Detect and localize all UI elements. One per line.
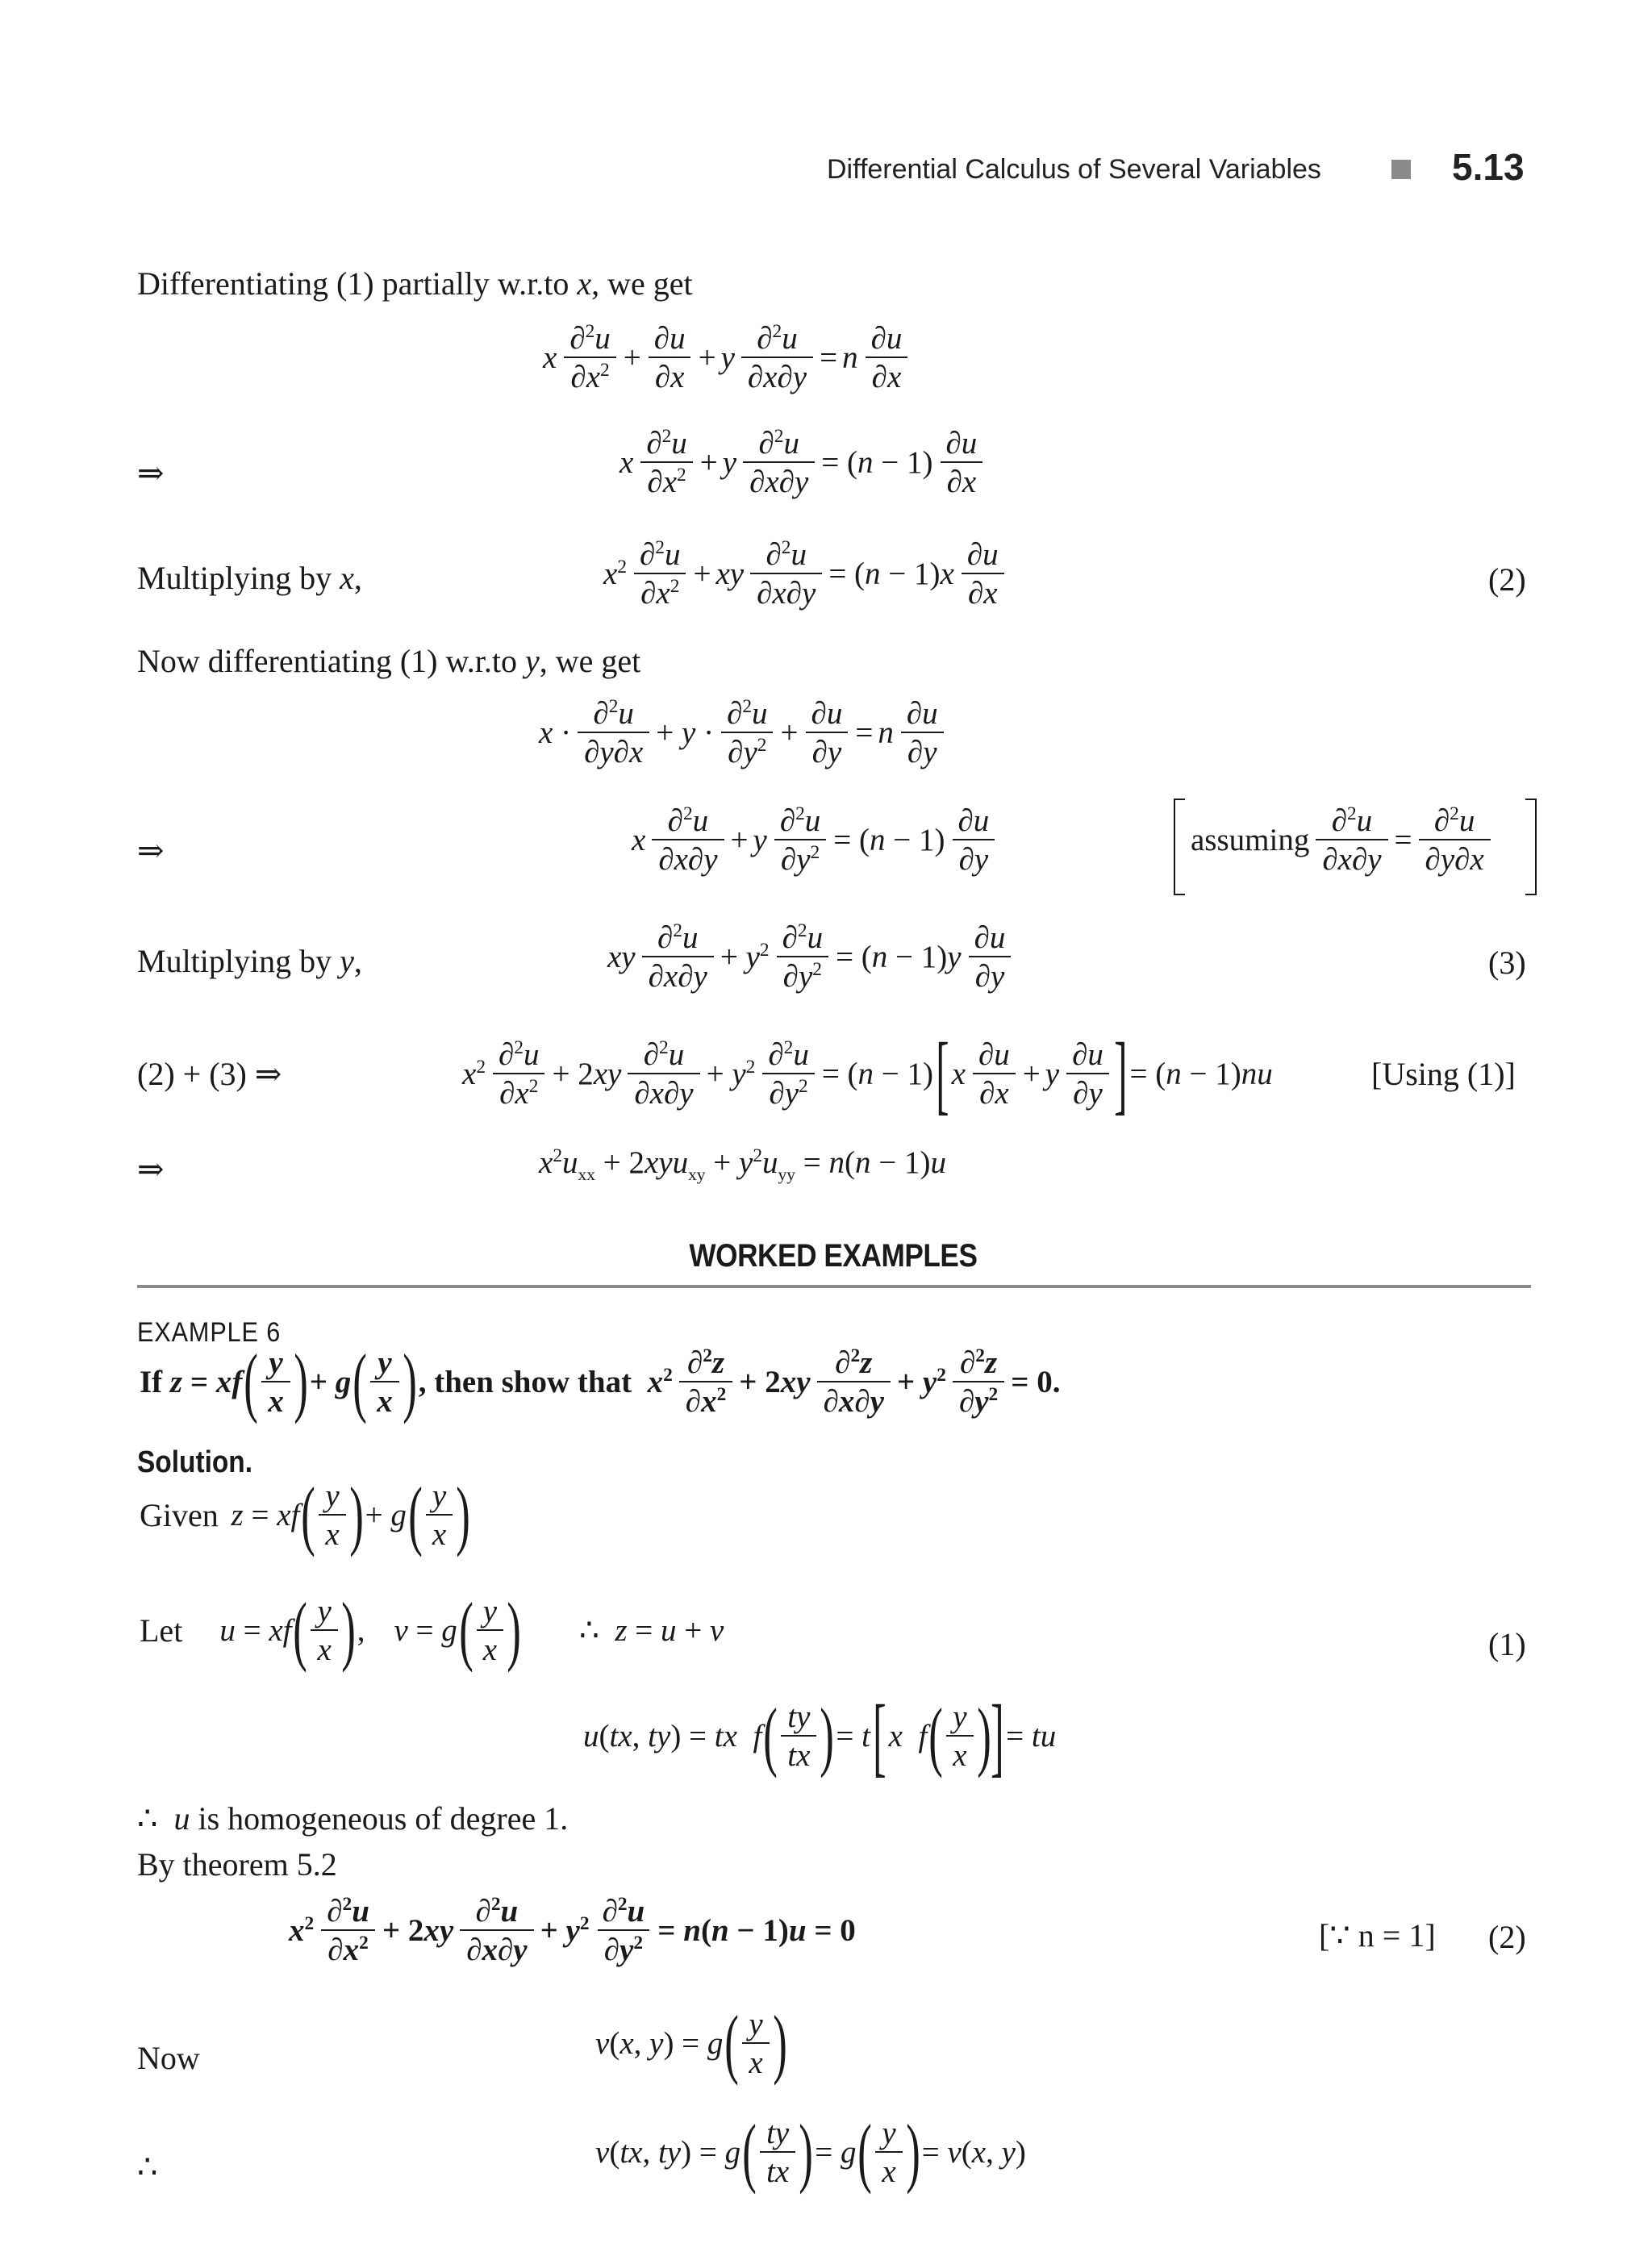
equation-result: $x^2u_{xx} + 2xyu_{xy} + y^2u_{yy} = n(n - 1)u$ — [539, 1145, 946, 1184]
let-line: Let u = xf ( $\frac{y}{x}$ ) , v = g ( $\frac{y}{x}$ ) ∴ z = u + v — [137, 1595, 726, 1666]
text-sum-label: (2) + (3) ⇒ — [137, 1056, 282, 1092]
equation-diff-y-2: x $\frac{\partial^2u}{\partial x\partial y}$ + y $\frac{\partial^2u}{\partial y^2}$ = (n − 1) $\frac{\partial u}{\partial y}$ — [629, 805, 999, 875]
running-title: Differential Calculus of Several Variables — [827, 154, 1321, 185]
text-now: Now — [137, 2040, 200, 2076]
since-n-equals-1: [∵ n = 1] — [1319, 1917, 1436, 1954]
let-label: Let — [140, 1612, 183, 1649]
section-rule — [137, 1285, 1531, 1288]
equation-mult-x: $x^2$ $\frac{\partial^2u}{\partial x^2}$ + xy $\frac{\partial^2u}{\partial x\partial y}$ = (n − 1)x $\frac{\partial u}{\partial x}$ — [601, 539, 1009, 609]
text-mult-y: Multiplying by y, — [137, 943, 362, 979]
solution-label: Solution. — [137, 1445, 253, 1479]
equation-v: v(x, y) = g ( $\frac{y}{x}$ ) — [595, 2000, 787, 2087]
using-1-note: [Using (1)] — [1371, 1056, 1516, 1092]
assumption-note: assuming $\frac{\partial^2u}{\partial x\partial y}$ = $\frac{\partial^2u}{\partial y\partial x}$ — [1174, 799, 1537, 894]
equation-v-homogeneous: v(tx, ty) = g ( $\frac{ty}{tx}$ ) = g ( $\frac{y}{x}$ ) = v(x, y) — [595, 2108, 1026, 2196]
equation-number-3: (3) — [1488, 945, 1526, 981]
equation-sum: $x^2$ $\frac{\partial^2u}{\partial x^2}$ + 2xy $\frac{\partial^2u}{\partial x\partial y}$ + $y^2$ $\frac{\partial^2u}{\partial y^2}$ = (n − 1) [ x $\frac{\partial u}{\partial x}$ + y $\frac{\partial u}{\partial y}$ ] = (n − 1)nu — [462, 1024, 1273, 1123]
text-by-theorem: By theorem 5.2 — [137, 1846, 337, 1883]
text-diff-y: Now differentiating (1) w.r.to y, we get — [137, 643, 641, 679]
assuming-label: assuming — [1191, 823, 1310, 857]
equation-u-homogeneous: u(tx, ty) = tx f ( $\frac{ty}{tx}$ ) = t [ x f ( $\frac{y}{x}$ ) ] = tu — [583, 1687, 1057, 1785]
equation-theorem: $x^2$ $\frac{\partial^2u}{\partial x^2}$ + 2xy $\frac{\partial^2u}{\partial x\partial y}$ + $y^2$ $\frac{\partial^2u}{\partial y^2}$ = n(n − 1)u = 0 — [289, 1894, 856, 1967]
implies-symbol: ⇒ — [137, 455, 165, 491]
section-title: WORKED EXAMPLES — [689, 1238, 978, 1274]
text-diff-x: Differentiating (1) partially w.r.to x, we get — [137, 265, 693, 302]
equation-mult-y: xy $\frac{\partial^2u}{\partial x\partial y}$ + $y^2$ $\frac{\partial^2u}{\partial y^2}$ = (n − 1)y $\frac{\partial u}{\partial y}$ — [605, 922, 1016, 992]
equation-number-1: (1) — [1488, 1626, 1526, 1662]
given-label: Given — [140, 1496, 219, 1533]
implies-symbol-3: ⇒ — [137, 1151, 165, 1187]
text-homogeneous: ∴ u is homogeneous of degree 1. — [137, 1800, 569, 1837]
header-square-icon — [1391, 160, 1411, 179]
equation-number-2b: (2) — [1488, 1919, 1526, 1955]
equation-diff-x-1: x $\frac{\partial^2u}{\partial x^2}$ + $\frac{\partial u}{\partial x}$ + y $\frac{\partial^2u}{\partial x\partial y}$ = n $\frac{\partial u}{\partial x}$ — [540, 323, 912, 393]
implies-symbol-2: ⇒ — [137, 832, 165, 869]
text-mult-x: Multiplying by x, — [137, 560, 362, 596]
equation-diff-x-2: x $\frac{\partial^2u}{\partial x^2}$ + y $\frac{\partial^2u}{\partial x\partial y}$ = (n − 1) $\frac{\partial u}{\partial x}$ — [617, 427, 987, 498]
example-label: EXAMPLE 6 — [137, 1317, 282, 1348]
equation-number-2: (2) — [1488, 561, 1526, 598]
page-number: 5.13 — [1452, 146, 1525, 188]
given-line: Given z = xf ( $\frac{y}{x}$ ) + g ( $\frac{y}{x}$ ) — [137, 1480, 469, 1550]
equation-diff-y-1: x · $\frac{\partial^2u}{\partial y\partial x}$ + y · $\frac{\partial^2u}{\partial y^2}$ + $\frac{\partial u}{\partial y}$ = n $\frac{\partial u}{\partial y}$ — [536, 698, 949, 768]
therefore-symbol: ∴ — [137, 2149, 158, 2185]
example-statement: If z = xf ( $\frac{y}{x}$ ) + g ( $\frac{y}{x}$ ) , then show that $x^2$ $\frac{\partial^2z}{\partial x^2}$ + 2xy $\frac{\partial^2z}{\partial x\partial y}$ + $y^2$ $\frac{\partial^2z}{\partial y^2}$ = 0. — [140, 1338, 1061, 1425]
